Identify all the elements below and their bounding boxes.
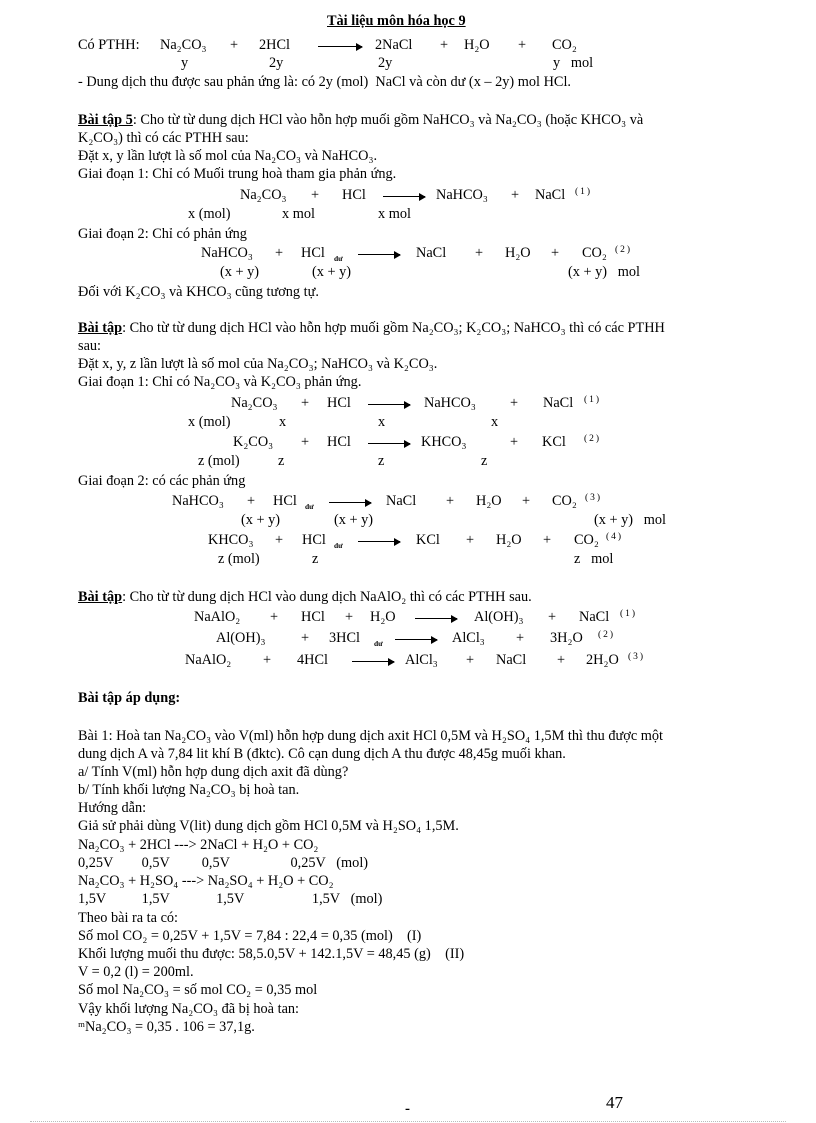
exercise-line: Vậy khối lượng Na₂CO₃ đã bị hoà tan: [78, 1001, 300, 1017]
eq-op: + [301, 630, 310, 646]
eq-op: + [275, 532, 284, 548]
eq-mol: (x + y) [334, 512, 374, 528]
page-number: 47 [606, 1093, 623, 1112]
eq-term: 2H₂O [586, 652, 619, 668]
exercise-line: V = 0,2 (l) = 200ml. [78, 964, 194, 980]
bt5-text: : Cho từ từ dung dịch HCl vào hỗn hợp muối gồm NaHCO₃ và Na₂CO₃ (hoặc KHCO₃ và [132, 112, 644, 128]
bt5-label: Bài tập 5 [78, 112, 133, 128]
btc-text: : Cho từ từ dung dịch HCl vào dung dịch NaAlO₂ thì có các PTHH sau. [122, 589, 532, 605]
eq-term: CO₂ [574, 532, 599, 548]
exercise-line: Hướng dẫn: [78, 800, 147, 816]
eq-op: + [543, 532, 552, 548]
reaction-arrow [358, 541, 400, 542]
exercise-line: ᵐNa₂CO₃ = 0,35 . 106 = 37,1g. [78, 1019, 255, 1035]
eq-op: + [466, 532, 475, 548]
eq-op: + [446, 493, 455, 509]
eq-term: NaAlO₂ [194, 609, 241, 625]
reaction-arrow [395, 639, 437, 640]
eq-mol: z [278, 453, 285, 469]
eq-term: NaHCO₃ [424, 395, 476, 411]
btb-phase1: Giai đoạn 1: Chỉ có Na₂CO₃ và K₂CO₃ phản ứng. [78, 374, 362, 390]
intro-eq-term: 2HCl [259, 37, 290, 53]
eq-term: HCl [342, 187, 366, 203]
footer-dash: - [405, 1101, 410, 1117]
eq-mol: x (mol) [188, 206, 231, 222]
eq-op: + [510, 434, 519, 450]
bt5-line1 [78, 112, 643, 129]
eq-excess-mark: dư [305, 502, 314, 511]
eq-mol: (x + y) mol [594, 512, 666, 528]
eq-op: + [475, 245, 484, 261]
eq-number: (1) [575, 187, 593, 197]
eq-excess-mark: dư [334, 254, 343, 263]
btb-line3: Đặt x, y, z lần lượt là số mol của Na₂CO₃; NaHCO₃ và K₂CO₃. [78, 356, 438, 372]
intro-eq-op: + [440, 37, 449, 53]
reaction-arrow [368, 404, 410, 405]
eq-op: + [551, 245, 560, 261]
eq-term: NaAlO₂ [185, 652, 232, 668]
eq-op: + [270, 609, 279, 625]
eq-mol: x [378, 414, 386, 430]
eq-op: + [275, 245, 284, 261]
eq-term: 4HCl [297, 652, 328, 668]
eq-term: NaHCO₃ [436, 187, 488, 203]
eq-term: CO₂ [552, 493, 577, 509]
eq-op: + [557, 652, 566, 668]
btb-phase2: Giai đoạn 2: có các phản ứng [78, 473, 246, 489]
intro-eq-op: + [230, 37, 239, 53]
eq-term: H₂O [505, 245, 531, 261]
eq-term: KHCO₃ [208, 532, 254, 548]
bt5-note: Đối với K₂CO₃ và KHCO₃ cũng tương tự. [78, 284, 319, 300]
eq-number: (1) [620, 609, 638, 619]
exercises-heading: Bài tập áp dụng: [78, 690, 181, 706]
exercise-line: a/ Tính V(ml) hỗn hợp dung dịch axit đã dùng? [78, 764, 349, 780]
intro-eq-label: Có PTHH: [78, 37, 140, 53]
intro-mol: 2y [269, 55, 284, 71]
eq-op: + [301, 434, 310, 450]
eq-term: KCl [542, 434, 566, 450]
exercise-line: Na₂CO₃ + H₂SO₄ ---> Na₂SO₄ + H₂O + CO₂ [78, 873, 334, 889]
eq-mol: (x + y) [220, 264, 260, 280]
eq-number: (4) [606, 532, 624, 542]
eq-term: NaCl [386, 493, 417, 509]
eq-term: AlCl₃ [452, 630, 485, 646]
eq-mol: z (mol) [198, 453, 240, 469]
eq-term: KCl [416, 532, 440, 548]
eq-mol: x [279, 414, 287, 430]
btc-line1 [78, 589, 532, 606]
eq-mol: z mol [574, 551, 614, 567]
btb-line2: sau: [78, 338, 102, 354]
exercise-line: Bài 1: Hoà tan Na₂CO₃ vào V(ml) hỗn hợp dung dịch axit HCl 0,5M và H₂SO₄ 1,5M thì thu được một [78, 728, 663, 744]
eq-term: AlCl₃ [405, 652, 438, 668]
eq-term: K₂CO₃ [233, 434, 274, 450]
intro-note: - Dung dịch thu được sau phản ứng là: có 2y (mol) NaCl và còn dư (x – 2y) mol HCl. [78, 74, 571, 90]
eq-term: Na₂CO₃ [231, 395, 278, 411]
eq-term: KHCO₃ [421, 434, 467, 450]
btb-label: Bài tập [78, 320, 123, 336]
eq-term: NaCl [535, 187, 566, 203]
eq-mol: x mol [282, 206, 315, 222]
eq-op: + [511, 187, 520, 203]
eq-op: + [263, 652, 272, 668]
exercise-line: b/ Tính khối lượng Na₂CO₃ bị hoà tan. [78, 782, 300, 798]
eq-mol: (x + y) [241, 512, 281, 528]
eq-op: + [510, 395, 519, 411]
exercise-line: dung dịch A và 7,84 lit khí B (đktc). Cô cạn dung dịch A thu được 48,45g muối khan. [78, 746, 566, 762]
eq-term: Na₂CO₃ [240, 187, 287, 203]
btc-label: Bài tập [78, 589, 123, 605]
eq-op: + [345, 609, 354, 625]
exercise-line: Khối lượng muối thu được: 58,5.0,5V + 142.1,5V = 48,45 (g) (II) [78, 946, 465, 962]
eq-mol: z [378, 453, 385, 469]
eq-mol: (x + y) [312, 264, 352, 280]
eq-term: Al(OH)₃ [216, 630, 266, 646]
eq-term: 3H₂O [550, 630, 583, 646]
eq-number: (2) [615, 245, 633, 255]
eq-term: H₂O [496, 532, 522, 548]
exercise-line: Giả sử phải dùng V(lit) dung dịch gồm HCl 0,5M và H₂SO₄ 1,5M. [78, 818, 459, 834]
eq-op: + [247, 493, 256, 509]
eq-op: + [466, 652, 475, 668]
eq-term: NaCl [416, 245, 447, 261]
exercise-line: 1,5V 1,5V 1,5V 1,5V (mol) [78, 891, 383, 907]
eq-term: H₂O [476, 493, 502, 509]
reaction-arrow [415, 618, 457, 619]
eq-mol: x mol [378, 206, 411, 222]
reaction-arrow [368, 443, 410, 444]
exercise-line: Số mol Na₂CO₃ = số mol CO₂ = 0,35 mol [78, 982, 318, 998]
eq-term: HCl [301, 609, 325, 625]
eq-mol: z (mol) [218, 551, 260, 567]
eq-op: + [548, 609, 557, 625]
eq-mol: x [491, 414, 499, 430]
eq-op: + [301, 395, 310, 411]
eq-excess-mark: dư [334, 541, 343, 550]
eq-term: HCl [302, 532, 326, 548]
bt5-line2: K₂CO₃) thì có các PTHH sau: [78, 130, 249, 146]
eq-term: NaCl [579, 609, 610, 625]
intro-eq-term: H₂O [464, 37, 490, 53]
eq-term: NaHCO₃ [201, 245, 253, 261]
eq-excess-mark: dư [374, 639, 383, 648]
btb-line1 [78, 320, 665, 337]
page-title: Tài liệu môn hóa học 9 [327, 13, 466, 29]
eq-number: (2) [598, 630, 616, 640]
exercise-line: Số mol CO₂ = 0,25V + 1,5V = 7,84 : 22,4 = 0,35 (mol) (I) [78, 928, 422, 944]
exercise-line: Theo bài ra ta có: [78, 910, 179, 926]
eq-term: 3HCl [329, 630, 360, 646]
reaction-arrow [352, 661, 394, 662]
btb-text: : Cho từ từ dung dịch HCl vào hỗn hợp muối gồm Na₂CO₃; K₂CO₃; NaHCO₃ thì có các PTHH [122, 320, 665, 336]
intro-mol: y mol [553, 55, 594, 71]
eq-number: (3) [628, 652, 646, 662]
intro-eq-term: Na₂CO₃ [160, 37, 207, 53]
eq-term: NaCl [543, 395, 574, 411]
reaction-arrow [318, 46, 362, 47]
eq-op: + [311, 187, 320, 203]
eq-mol: z [481, 453, 488, 469]
reaction-arrow [358, 254, 400, 255]
eq-mol: z [312, 551, 319, 567]
reaction-arrow [329, 502, 371, 503]
exercise-line: Na₂CO₃ + 2HCl ---> 2NaCl + H₂O + CO₂ [78, 837, 319, 853]
eq-term: H₂O [370, 609, 396, 625]
eq-number: (1) [584, 395, 602, 405]
eq-term: CO₂ [582, 245, 607, 261]
eq-op: + [522, 493, 531, 509]
bt5-phase1: Giai đoạn 1: Chỉ có Muối trung hoà tham gia phản ứng. [78, 166, 397, 182]
footer-divider [30, 1121, 786, 1122]
eq-term: NaCl [496, 652, 527, 668]
eq-term: Al(OH)₃ [474, 609, 524, 625]
intro-eq-term: CO₂ [552, 37, 577, 53]
bt5-line3: Đặt x, y lần lượt là số mol của Na₂CO₃ và NaHCO₃. [78, 148, 378, 164]
eq-term: HCl [301, 245, 325, 261]
eq-mol: x (mol) [188, 414, 231, 430]
bt5-phase2: Giai đoạn 2: Chỉ có phản ứng [78, 226, 247, 242]
intro-mol: 2y [378, 55, 393, 71]
reaction-arrow [383, 196, 425, 197]
intro-eq-op: + [518, 37, 527, 53]
intro-eq-term: 2NaCl [375, 37, 413, 53]
eq-term: HCl [273, 493, 297, 509]
eq-mol: (x + y) mol [568, 264, 640, 280]
eq-term: HCl [327, 395, 351, 411]
exercise-line: 0,25V 0,5V 0,5V 0,25V (mol) [78, 855, 369, 871]
eq-number: (2) [584, 434, 602, 444]
eq-term: NaHCO₃ [172, 493, 224, 509]
eq-op: + [516, 630, 525, 646]
eq-number: (3) [585, 493, 603, 503]
intro-mol: y [181, 55, 189, 71]
eq-term: HCl [327, 434, 351, 450]
